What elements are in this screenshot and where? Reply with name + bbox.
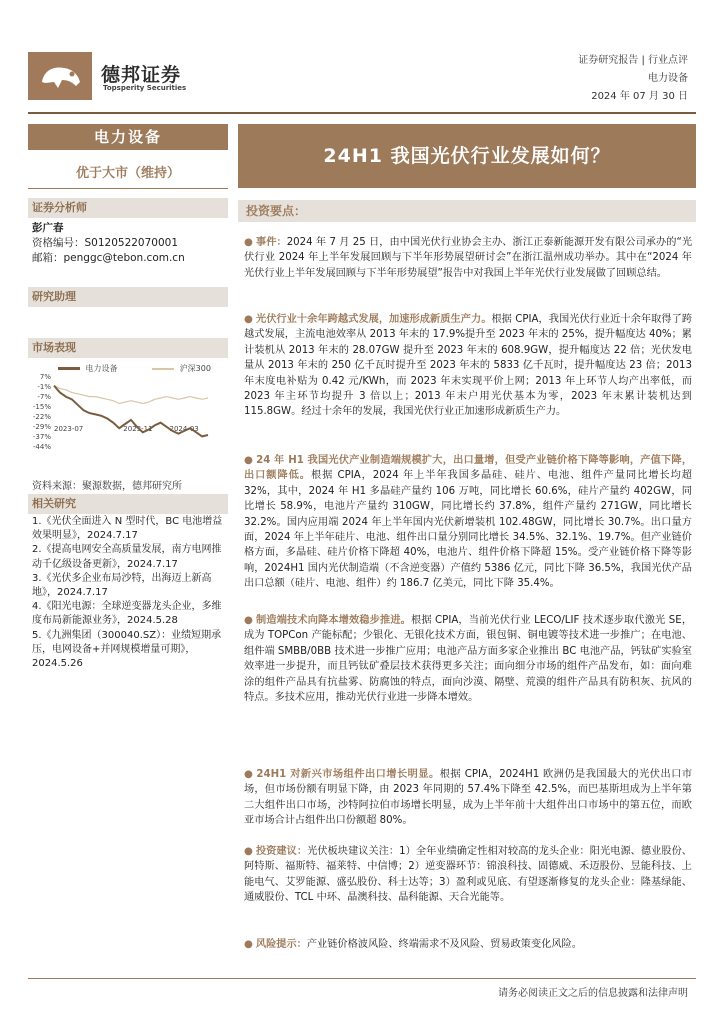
rating-divider	[28, 188, 228, 189]
investment-highlights-head: 投资要点：	[238, 200, 696, 222]
assistant-section-head: 研究助理	[28, 287, 228, 307]
report-sector: 电力设备	[648, 73, 688, 84]
analyst-license: 资格编号：S0120522070001	[32, 237, 179, 249]
report-title: 24H1 我国光伏行业发展如何？	[238, 124, 696, 188]
paragraph-body: 光伏板块建议关注：1）全年业绩确定性相对较高的龙头企业：阳光电源、德业股份、阿特斯、福斯特、福莱特、中信博；2）逆变器环节：锦浪科技、固德威、禾迈股份、昱能科技、上能电气、艾罗能源、盛弘股份、科士达等；3）盈利或见底、有望逐渐修复的龙头企业：隆基绿能、通威股份、TCL 中环、晶澳科技、晶科能源、天合光能等。	[244, 846, 692, 904]
related-item[interactable]: 2.《提高电网安全高质量发展，南方电网推动千亿级设备更新》，2024.7.17	[32, 544, 222, 570]
paragraph-body: 根据 CPIA，我国光伏行业近十余年取得了跨越式发展，主流电池效率从 2013 年末的 17.9%提升至 2023 年末的 25%，提升幅度达 40%；累计装机从 2013 年末的 28.07GW 提升至 2023 年末的 608.9GW，提升幅度达 22 倍；光伏发电量从 2013 年末的 250 亿千瓦时提升至 2023 年末的 5833 亿千瓦时，提升幅度达 23 倍；2013 年末度电补贴为 0.42 元/KWh，而 2023 年末实现平价上网；2013 年上环节人均产出率低，而 2023 年主环节均提升 3 倍以上；2013 年末户用光伏基本为零，2023 年末累计装机达到 115.8GW。经过十余年的发展，我国光伏行业正加速形成新质生产力。	[244, 314, 693, 418]
rating: 优于大市（维持）	[75, 166, 180, 181]
bullet-icon: ●	[244, 455, 254, 466]
y-tick-label: -29%	[32, 423, 51, 431]
related-item[interactable]: 3.《光伏多企业布局沙特，出海迈上新高地》，2024.7.17	[32, 572, 212, 599]
related-item[interactable]: 1.《光伏全面进入 N 型时代，BC 电池增益效果明显》，2024.7.17	[32, 516, 223, 542]
company-name-cn: 德邦证券	[101, 64, 182, 86]
paragraph-h1-manufacturing	[244, 453, 692, 592]
related-research-list	[32, 515, 230, 671]
bullet-icon: ●	[244, 314, 253, 325]
paragraph-lead: 光伏行业十余年跨越式发展，加速形成新质生产力。	[255, 314, 492, 325]
paragraph-investment-advice	[244, 844, 692, 906]
related-item[interactable]: 5.《九洲集团（300040.SZ）：业绩短期承压，电网设备+并网规模增量可期》，2024.5.26	[32, 629, 222, 670]
paragraph-lead: 制造端技术向降本增效稳步推进。	[256, 615, 412, 626]
bullet-icon: ●	[244, 615, 254, 626]
chart-source: 资料来源：聚源数据，德邦研究所	[32, 481, 182, 492]
analyst-email[interactable]: 邮箱：penggc@tebon.com.cn	[32, 252, 185, 264]
y-tick-label: -7%	[37, 393, 51, 401]
y-tick-label: -15%	[32, 403, 51, 411]
market-section-head: 市场表现	[28, 338, 228, 358]
analyst-section-head: 证券分析师	[28, 198, 228, 218]
y-tick-label: 7%	[39, 373, 51, 381]
analyst-info	[32, 221, 228, 266]
legend-label-index: 沪深300	[179, 364, 211, 373]
legend-swatch-index	[152, 368, 174, 370]
paragraph-lead: 24H1 对新兴市场组件出口增长明显。	[256, 769, 440, 780]
company-name-en: Topsperity Securities	[103, 84, 187, 92]
paragraph-lead: 事件：	[255, 237, 287, 248]
paragraph-lead: 24 年 H1 我国光伏产业制造端规模扩大，出口量增，但受产业链价格下降等影响，产值下降，出口额降低。	[244, 455, 693, 482]
x-tick-label: 2024-03	[169, 425, 199, 433]
series-line	[54, 386, 208, 404]
bullet-icon: ●	[244, 237, 253, 248]
paragraph-body: 根据 CPIA，2024 年上半年我国多晶硅、硅片、电池、组件产量同比增长均超 32%，其中，2024 年 H1 多晶硅产量约 106 万吨，同比增长 60.6%，硅片产量约 402GW，同比增长 58.9%，电池片产量约 310GW，同比增长约 37.8%，组件产量约 271GW，同比增长 32.2%。国内应用端 2024 年上半年国内光伏新增装机 102.48GW，同比增长 30.7%。出口量方面，2024 年上半年硅片、电池、组件出口量分别同比增长 34.5%、32.1%、19.7%。但产业链价格方面，多晶硅、硅片价格下降超 40%，电池片、组件价格下降超 15%。受产业链价格下降等影响，2024H1 国内光伏制造端（不含逆变器）产值约 5386 亿元，同比下降 36.5%，我国光伏产品出口总额（硅片、电池、组件）约 186.7 亿美元，同比下降 35.4%。	[244, 470, 692, 590]
logo-mark	[28, 52, 92, 100]
related-section-head: 相关研究	[28, 494, 228, 514]
related-item[interactable]: 4.《阳光电源：全球逆变器龙头企业，多维度布局新能源业务》，2024.5.28	[32, 601, 222, 627]
paragraph-risk	[244, 937, 692, 952]
bullet-icon: ●	[244, 939, 253, 950]
paragraph-body: 根据 CPIA，2024H1 欧洲仍是我国最大的光伏出口市场，但市场份额有明显下降，由 2023 年同期的 57.4%下降至 42.5%，而巴基斯坦成为上半年第二大组件出口市场，沙特阿拉伯市场增长明显，成为上半年前十大组件出口市场中的第五位，而欧亚市场合计占组件出口份额超 80%。	[244, 769, 693, 827]
y-tick-label: -1%	[37, 383, 51, 391]
paragraph-body: 产业链价格波风险、终端需求不及风险、贸易政策变化风险。	[306, 939, 582, 950]
legend-label-sector: 电力设备	[85, 364, 118, 373]
y-tick-label: -37%	[32, 433, 51, 441]
report-type: 证券研究报告 | 行业点评	[578, 55, 688, 66]
paragraph-lead: 投资建议：	[255, 846, 308, 857]
y-tick-label: -44%	[32, 443, 51, 451]
footer-divider	[28, 978, 696, 979]
market-performance-chart	[28, 372, 228, 460]
paragraph-event	[244, 235, 692, 281]
paragraph-technology	[244, 613, 692, 705]
report-date: 2024 年 07 月 30 日	[591, 91, 688, 102]
x-tick-label: 2023-07	[54, 425, 84, 433]
footer-disclaimer: 请务必阅读正文之后的信息披露和法律声明	[498, 988, 688, 999]
y-tick-label: -22%	[32, 413, 51, 421]
bull-logo-icon	[28, 52, 92, 100]
analyst-name: 彭广春	[32, 222, 64, 234]
paragraph-export-markets	[244, 767, 692, 829]
header-divider	[28, 112, 696, 114]
paragraph-body: 根据 CPIA，当前光伏行业 LECO/LIF 技术逐步取代激光 SE，成为 TOPCon 产能标配；少银化、无银化技术方面，银包铜、铜电镀等技术进一步推广；在电池、组件端 SMBB/0BB 技术进一步推广应用；电池产品方面多家企业推出 BC 电池产品，钙钛矿实验室效率进一步提升，而且钙钛矿叠层技术获得更多关注；面向细分市场的组件产品发布，如：面向难涂的组件产品具有抗盐雾、防腐蚀的特点，面向沙漠、隔壁、荒漠的组件产品具有防积灰、抗风的特点。多技术应用，推动光伏行业进一步降本增效。	[244, 615, 693, 704]
bullet-icon: ●	[244, 769, 254, 780]
paragraph-lead: 风险提示：	[255, 939, 307, 950]
report-meta	[578, 52, 688, 106]
legend-swatch-sector	[58, 367, 80, 370]
bullet-icon: ●	[244, 846, 253, 857]
paragraph-body: 2024 年 7 月 25 日，由中国光伏行业协会主办、浙江正泰新能源开发有限公司承办的“光伏行业 2024 年上半年发展回顾与下半年形势展望研讨会”在浙江温州成功举办。其中在“2024 年光伏行业上半年发展回顾与下半年形势展望”报告中对我国上半年光伏行业发展做了回顾总结。	[244, 237, 693, 279]
sector-label: 电力设备	[28, 124, 228, 150]
x-tick-label: 2023-11	[123, 425, 153, 433]
paragraph-development	[244, 312, 692, 420]
